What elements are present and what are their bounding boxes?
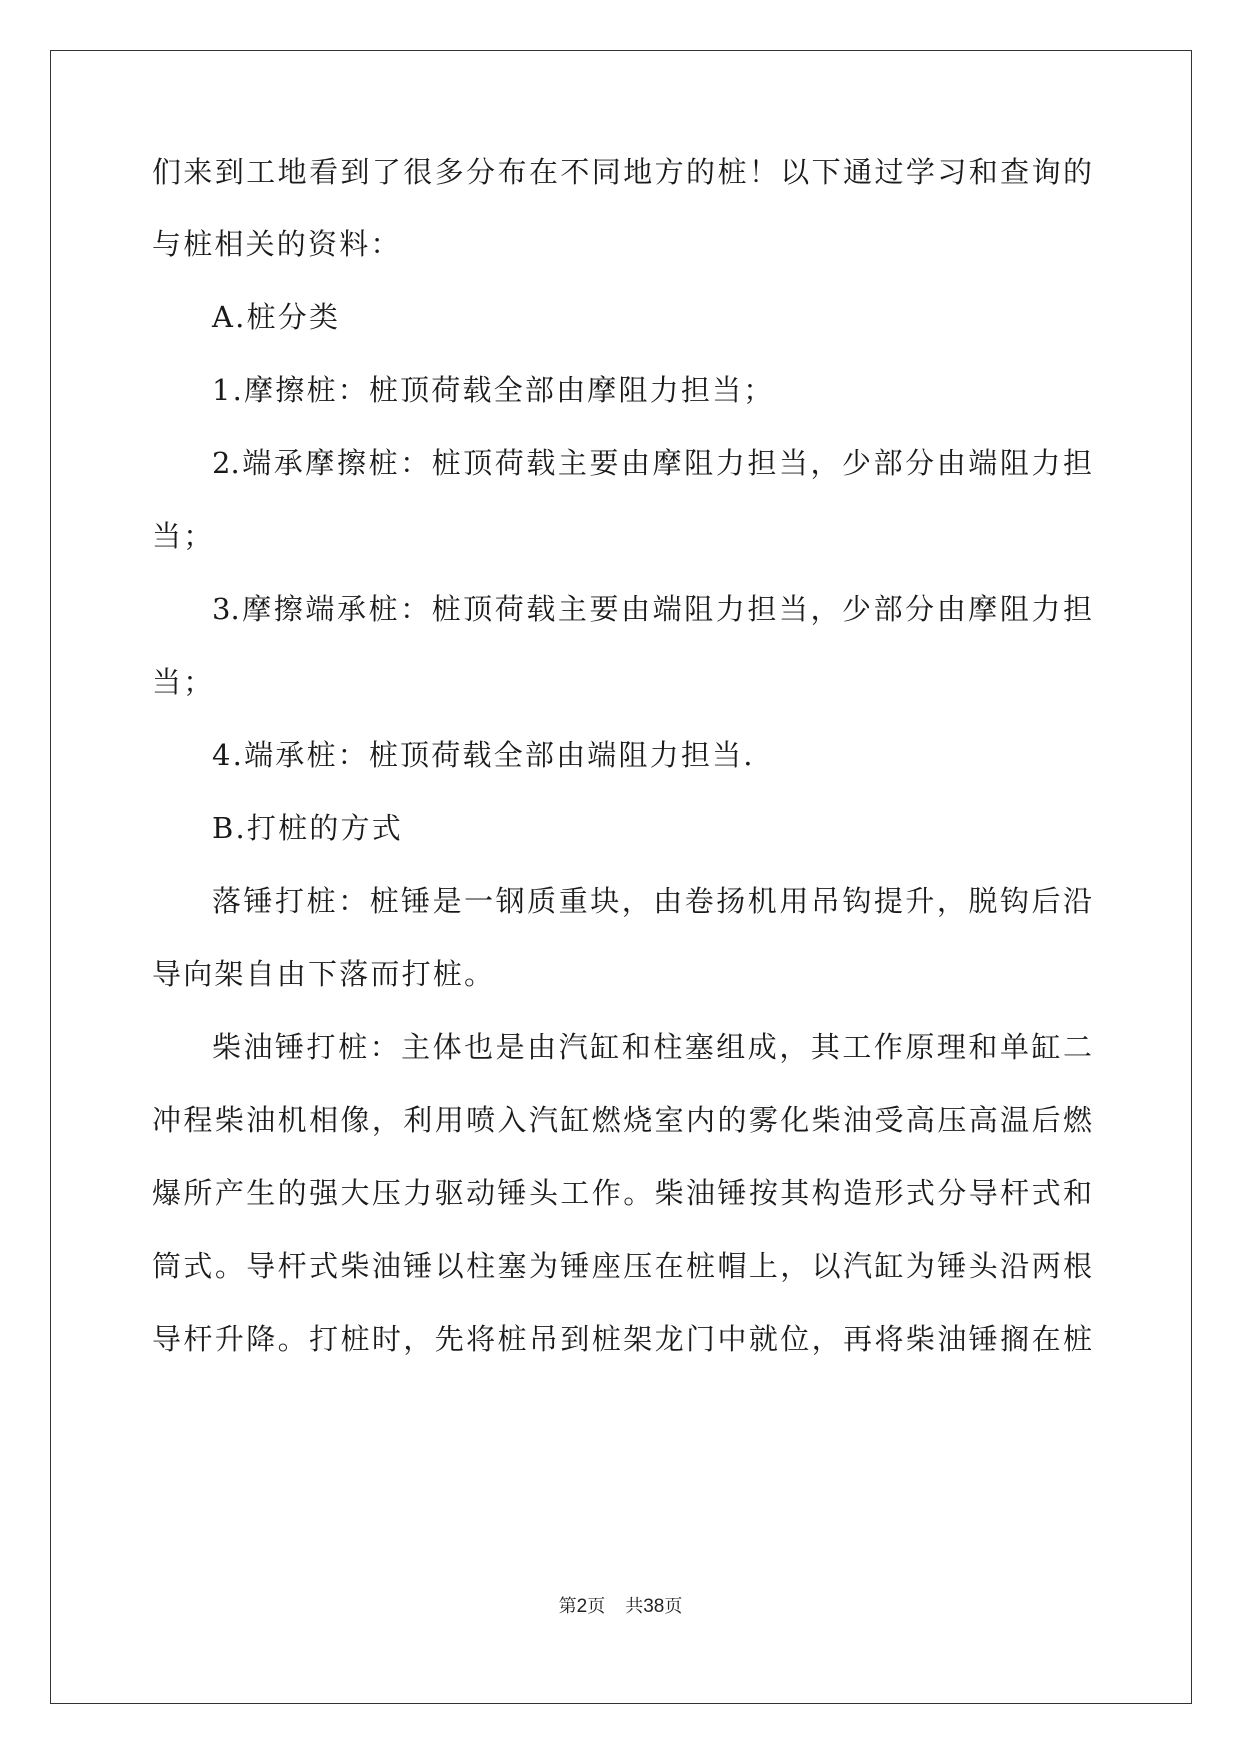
list-item: 4.端承桩：桩顶荷载全部由端阻力担当. [212, 738, 755, 772]
section-heading: A.桩分类 [212, 300, 341, 334]
paragraph-line: 爆所产生的强大压力驱动锤头工作。柴油锤按其构造形式分导杆式和 [152, 1176, 1092, 1210]
total-pages: 38 [643, 1596, 665, 1617]
page-number-suffix: 页 [587, 1596, 606, 1617]
list-item: 2.端承摩擦桩：桩顶荷载主要由摩阻力担当，少部分由端阻力担 [212, 446, 1092, 480]
list-item: 1.摩擦桩：桩顶荷载全部由摩阻力担当； [212, 373, 775, 407]
section-heading: B.打桩的方式 [212, 811, 403, 845]
page-footer [0, 1595, 1241, 1619]
total-pages-suffix: 页 [664, 1596, 683, 1617]
paragraph-line: 导杆升降。打桩时，先将桩吊到桩架龙门中就位，再将柴油锤搁在桩 [152, 1322, 1092, 1356]
text-line: 当； [152, 519, 215, 553]
paragraph-line: 冲程柴油机相像，利用喷入汽缸燃烧室内的雾化柴油受高压高温后燃 [152, 1103, 1092, 1137]
page-number: 2 [576, 1596, 588, 1617]
total-pages-prefix: 共 [625, 1596, 644, 1617]
paragraph-line: 柴油锤打桩：主体也是由汽缸和柱塞组成，其工作原理和单缸二 [212, 1030, 1092, 1064]
list-item: 3.摩擦端承桩：桩顶荷载主要由端阻力担当，少部分由摩阻力担 [212, 592, 1092, 626]
paragraph-line: 导向架自由下落而打桩。 [152, 957, 496, 991]
page-number-prefix: 第 [558, 1596, 577, 1617]
text-line: 当； [152, 665, 215, 699]
text-line: 们来到工地看到了很多分布在不同地方的桩！以下通过学习和查询的 [152, 155, 1092, 189]
paragraph-line: 筒式。导杆式柴油锤以柱塞为锤座压在桩帽上，以汽缸为锤头沿两根 [152, 1249, 1092, 1283]
text-line: 与桩相关的资料： [152, 227, 402, 261]
paragraph-line: 落锤打桩：桩锤是一钢质重块，由卷扬机用吊钩提升，脱钩后沿 [212, 884, 1092, 918]
